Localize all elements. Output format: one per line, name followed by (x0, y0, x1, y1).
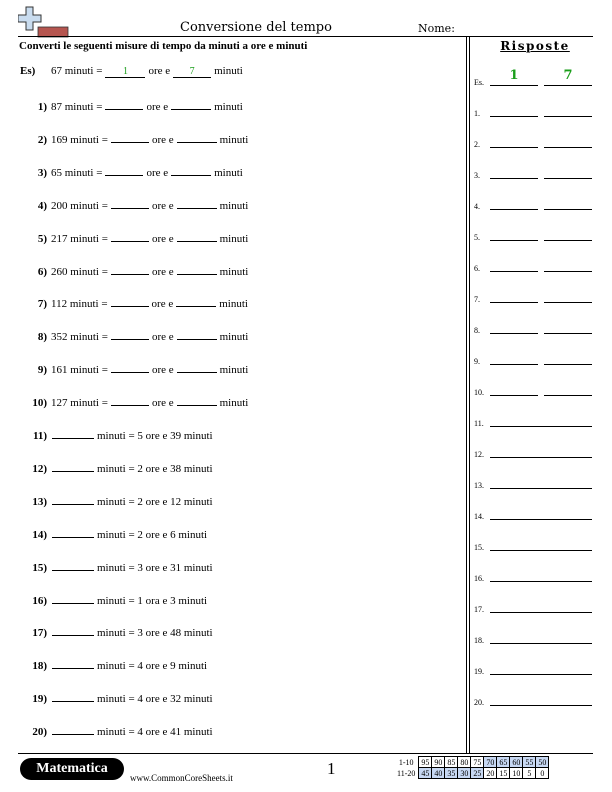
answer-label: 15. (474, 543, 484, 552)
minuti-label: minuti (219, 298, 248, 311)
score-cell: 30 (458, 768, 471, 779)
score-cell: 20 (484, 768, 497, 779)
column-divider (466, 37, 467, 753)
answer-label: 5. (474, 233, 480, 242)
minuti-label: minuti (219, 199, 249, 212)
minutes-blank[interactable] (177, 131, 217, 143)
total-minutes-blank[interactable] (52, 559, 94, 571)
question-number: 18) (32, 660, 47, 673)
question-number: 19) (32, 693, 47, 706)
question-number: 17) (32, 627, 47, 640)
answer-example-line (544, 85, 592, 86)
answer-label: 12. (474, 450, 484, 459)
question-minutes: 112 minuti = (51, 298, 108, 311)
minutes-blank[interactable] (177, 394, 217, 406)
answer-example-value: 1 (509, 68, 519, 83)
answer-line[interactable] (490, 116, 538, 117)
minuti-label: minuti (214, 101, 243, 113)
answer-line[interactable] (490, 426, 592, 427)
score-cell: 35 (445, 768, 458, 779)
question-number: 13) (32, 495, 47, 508)
answer-label: 13. (474, 481, 484, 490)
example-mid: ore e (148, 65, 171, 77)
question-number: 14) (32, 528, 47, 541)
ore-label: ore e (151, 232, 174, 245)
question-number: 7) (37, 298, 47, 311)
minutes-blank[interactable] (177, 197, 217, 209)
question-minutes: 169 minuti = (51, 133, 108, 146)
answer-line[interactable] (544, 395, 592, 396)
question-number: 4) (37, 199, 47, 212)
score-cell: 70 (484, 757, 497, 768)
score-cell: 50 (536, 757, 549, 768)
score-cell: 15 (497, 768, 510, 779)
answers-title: Risposte (500, 39, 570, 53)
answer-line[interactable] (490, 240, 538, 241)
answer-label: 18. (474, 636, 484, 645)
question-number: 15) (32, 561, 47, 574)
question-row (20, 690, 214, 706)
question-minutes: 65 minuti = (51, 166, 103, 179)
score-cell: 85 (445, 757, 458, 768)
question-number: 11) (32, 430, 47, 442)
score-cell: 45 (419, 768, 432, 779)
question-number: 6) (37, 265, 47, 278)
question-row (20, 427, 214, 443)
total-minutes-blank[interactable] (52, 624, 94, 636)
answer-line[interactable] (490, 457, 592, 458)
score-cell: 10 (510, 768, 523, 779)
answer-example-line (490, 85, 538, 86)
question-row (20, 164, 244, 180)
answer-label: 8. (474, 326, 480, 335)
answer-line[interactable] (490, 643, 592, 644)
example-minutes: 7 (173, 66, 211, 78)
example-hours: 1 (105, 66, 145, 78)
minuti-label: minuti (219, 364, 249, 377)
answer-line[interactable] (544, 240, 592, 241)
hours-blank[interactable] (111, 328, 149, 340)
minutes-blank[interactable] (177, 361, 217, 373)
ore-label: ore e (151, 133, 174, 146)
minuti-label: minuti (219, 133, 249, 146)
question-row (20, 361, 249, 377)
answer-label: 1. (474, 109, 480, 118)
answer-label: 2. (474, 140, 480, 149)
score-row (395, 757, 549, 768)
question-row (20, 592, 208, 608)
question-row (20, 624, 214, 640)
minuti-label: minuti (214, 166, 243, 179)
score-table (395, 756, 549, 779)
question-row (20, 460, 214, 476)
answer-line[interactable] (544, 333, 592, 334)
ore-label: ore e (151, 364, 174, 377)
answer-line[interactable] (490, 178, 538, 179)
answer-line[interactable] (544, 364, 592, 365)
hours-blank[interactable] (111, 131, 149, 143)
question-row (20, 230, 249, 246)
score-cell: 95 (419, 757, 432, 768)
question-text: minuti = 4 ore e 32 minuti (97, 693, 213, 706)
score-cell: 65 (497, 757, 510, 768)
minuti-label: minuti (219, 232, 249, 245)
minutes-blank[interactable] (177, 328, 217, 340)
brand-badge (20, 758, 124, 780)
answer-line[interactable] (490, 364, 538, 365)
example-row (20, 65, 244, 81)
answer-line[interactable] (544, 209, 592, 210)
ore-label: ore e (146, 101, 169, 113)
question-text: minuti = 3 ore e 31 minuti (97, 561, 213, 574)
answer-label: 7. (474, 295, 480, 304)
question-row (20, 328, 249, 344)
answer-label: 10. (474, 388, 484, 397)
answer-line[interactable] (490, 147, 538, 148)
answer-label: 11. (474, 419, 484, 428)
answer-line[interactable] (490, 395, 538, 396)
question-minutes: 217 minuti = (51, 232, 108, 245)
answer-line[interactable] (490, 488, 592, 489)
answer-line[interactable] (544, 302, 592, 303)
page-number: 1 (327, 759, 336, 778)
score-row-label: 11-20 (397, 768, 416, 778)
answer-line[interactable] (490, 302, 538, 303)
answer-label: 17. (474, 605, 484, 614)
answer-label: 14. (474, 512, 484, 521)
question-minutes: 87 minuti = (51, 101, 103, 113)
minutes-blank[interactable] (171, 98, 211, 110)
question-number: 16) (32, 594, 47, 607)
question-minutes: 200 minuti = (51, 199, 108, 212)
answer-line[interactable] (490, 519, 592, 520)
answer-label: 19. (474, 667, 484, 676)
question-text: minuti = 2 ore e 6 minuti (97, 528, 208, 541)
question-minutes: 161 minuti = (51, 364, 108, 377)
question-row (20, 295, 249, 311)
question-number: 20) (32, 726, 47, 739)
minuti-label: minuti (219, 331, 249, 344)
answer-line[interactable] (544, 178, 592, 179)
example-number: Es) (20, 65, 36, 77)
answer-line[interactable] (544, 271, 592, 272)
answer-example-label: Es. (474, 78, 484, 87)
ore-label: ore e (151, 298, 174, 311)
score-cell: 60 (510, 757, 523, 768)
ore-label: ore e (151, 331, 174, 344)
hours-blank[interactable] (111, 263, 149, 275)
answer-label: 9. (474, 357, 480, 366)
total-minutes-blank[interactable] (52, 690, 94, 702)
question-text: minuti = 2 ore e 38 minuti (97, 462, 213, 475)
question-text: minuti = 2 ore e 12 minuti (97, 495, 213, 508)
question-text: minuti = 3 ore e 48 minuti (97, 627, 213, 640)
minutes-blank[interactable] (176, 295, 216, 307)
question-row (20, 559, 214, 575)
answer-example-value: 7 (563, 68, 573, 83)
answer-label: 20. (474, 698, 484, 707)
question-row (20, 263, 249, 279)
minuti-label: minuti (219, 265, 249, 278)
answer-line[interactable] (490, 209, 538, 210)
answer-line[interactable] (490, 333, 538, 334)
name-label: Nome: (418, 22, 455, 35)
hours-blank[interactable] (111, 295, 149, 307)
score-cell: 55 (523, 757, 536, 768)
answer-line[interactable] (544, 147, 592, 148)
hours-blank[interactable] (111, 197, 149, 209)
answer-line[interactable] (490, 612, 592, 613)
site-url: www.CommonCoreSheets.it (130, 773, 233, 783)
page-title: Conversione del tempo (180, 20, 332, 35)
hours-blank[interactable] (111, 230, 149, 242)
score-cell: 80 (458, 757, 471, 768)
hours-blank[interactable] (105, 98, 143, 110)
question-minutes: 352 minuti = (51, 331, 108, 344)
answer-label: 4. (474, 202, 480, 211)
hours-blank[interactable] (111, 361, 149, 373)
answer-label: 6. (474, 264, 480, 273)
answer-line[interactable] (490, 581, 592, 582)
score-row-label: 1-10 (398, 757, 414, 767)
total-minutes-blank[interactable] (52, 592, 94, 604)
question-minutes: 260 minuti = (51, 265, 108, 278)
answer-line[interactable] (490, 550, 592, 551)
score-cell: 25 (471, 768, 484, 779)
total-minutes-blank[interactable] (52, 526, 94, 538)
question-row (20, 723, 214, 739)
question-text: minuti = 5 ore e 39 minuti (97, 430, 213, 442)
question-row (20, 394, 249, 410)
footer-rule (18, 753, 593, 754)
question-row (20, 197, 249, 213)
answer-line[interactable] (490, 705, 592, 706)
score-row (395, 768, 549, 779)
ore-label: ore e (146, 166, 169, 179)
logo-icon (18, 6, 70, 38)
question-number: 1) (37, 101, 47, 113)
answer-line[interactable] (490, 271, 538, 272)
question-number: 3) (37, 166, 47, 179)
question-number: 5) (37, 232, 47, 245)
score-cell: 90 (432, 757, 445, 768)
minutes-blank[interactable] (177, 230, 217, 242)
total-minutes-blank[interactable] (52, 657, 94, 669)
question-number: 2) (37, 133, 47, 146)
example-prefix: 67 minuti = (51, 65, 103, 77)
hours-blank[interactable] (111, 394, 149, 406)
answer-line[interactable] (490, 674, 592, 675)
ore-label: ore e (151, 265, 174, 278)
question-number: 10) (32, 397, 47, 410)
minuti-label: minuti (219, 397, 249, 410)
question-number: 12) (32, 462, 47, 475)
question-number: 9) (37, 364, 47, 377)
minutes-blank[interactable] (177, 263, 217, 275)
score-cell: 75 (471, 757, 484, 768)
total-minutes-blank[interactable] (52, 493, 94, 505)
total-minutes-blank[interactable] (52, 460, 94, 472)
question-row (20, 98, 244, 114)
total-minutes-blank[interactable] (52, 427, 94, 439)
score-cell: 0 (536, 768, 549, 779)
instructions: Converti le seguenti misure di tempo da minuti a ore e minuti (19, 40, 308, 52)
question-text: minuti = 4 ore e 9 minuti (97, 660, 208, 673)
question-number: 8) (37, 331, 47, 344)
total-minutes-blank[interactable] (52, 723, 94, 735)
minutes-blank[interactable] (171, 164, 211, 176)
question-row (20, 526, 208, 542)
example-suffix: minuti (214, 65, 243, 77)
ore-label: ore e (151, 199, 174, 212)
hours-blank[interactable] (105, 164, 143, 176)
column-divider (469, 37, 470, 753)
question-minutes: 127 minuti = (51, 397, 108, 410)
ore-label: ore e (151, 397, 174, 410)
question-row (20, 131, 249, 147)
answer-line[interactable] (544, 116, 592, 117)
question-text: minuti = 1 ora e 3 minuti (97, 594, 208, 607)
answer-label: 3. (474, 171, 480, 180)
question-row (20, 493, 214, 509)
brand-label: Matematica (36, 761, 108, 776)
score-cell: 5 (523, 768, 536, 779)
question-text: minuti = 4 ore e 41 minuti (97, 726, 213, 739)
score-cell: 40 (432, 768, 445, 779)
question-row (20, 657, 208, 673)
header-rule (18, 36, 593, 37)
answer-label: 16. (474, 574, 484, 583)
